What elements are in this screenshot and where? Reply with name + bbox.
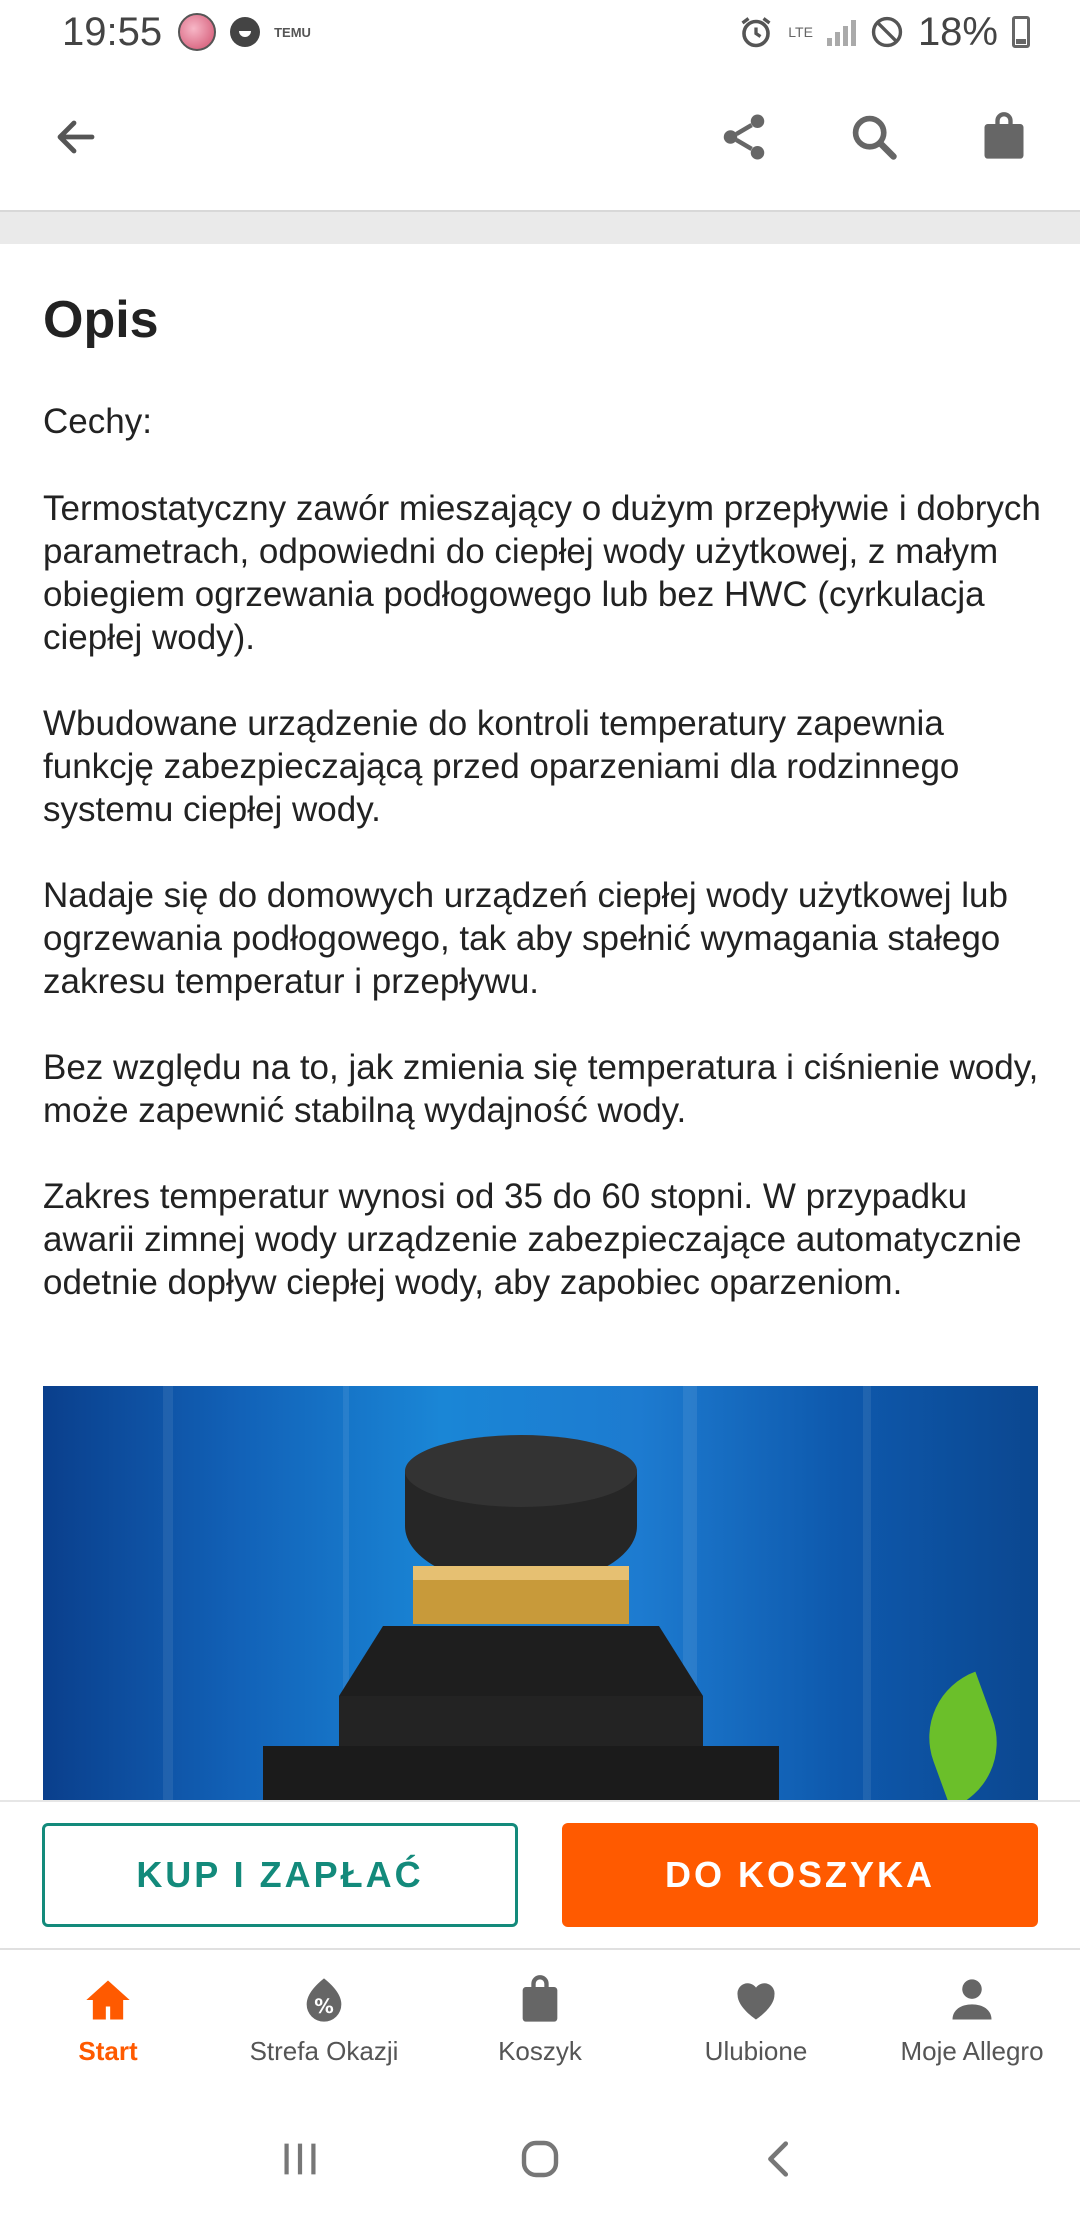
top-app-bar — [0, 64, 1080, 210]
network-type: LTE — [788, 24, 813, 40]
nav-label: Strefa Okazji — [249, 2036, 399, 2066]
battery-percent: 18% — [917, 9, 998, 54]
deals-icon — [298, 1974, 350, 2026]
share-button[interactable] — [708, 101, 780, 173]
nav-item-my-allegro[interactable] — [864, 1950, 1080, 2098]
features-label: Cechy: — [43, 402, 152, 441]
notification-icon — [230, 17, 260, 47]
cart-bag-icon — [514, 1974, 566, 2026]
status-bar — [0, 0, 1080, 64]
nav-label: Ulubione — [704, 2036, 808, 2066]
nav-item-favorites[interactable] — [648, 1950, 864, 2098]
description-paragraph: Bez względu na to, jak zmienia się temperatura i ciśnienie wody, może zapewnić stabilną wydajność wody. — [43, 1048, 1039, 1130]
signal-icon — [827, 18, 856, 46]
home-button-icon[interactable] — [516, 2135, 564, 2183]
heart-icon — [729, 1974, 783, 2026]
recent-apps-icon[interactable] — [277, 2136, 323, 2182]
back-button[interactable] — [40, 101, 112, 173]
dnd-icon — [870, 15, 904, 49]
user-icon — [946, 1974, 998, 2026]
alarm-icon — [738, 14, 774, 50]
battery-icon — [1012, 16, 1030, 48]
share-icon — [717, 110, 771, 164]
description-paragraph: Nadaje się do domowych urządzeń ciepłej wody użytkowej lub ogrzewania podłogowego, tak aby spełnić wymagania stałego zakresu temperatur i przepływu. — [43, 876, 1008, 1001]
bottom-navigation — [0, 1948, 1080, 2098]
svg-text:%: % — [314, 1995, 334, 2018]
nav-item-deals[interactable] — [216, 1950, 432, 2098]
description-paragraph: Termostatyczny zawór mieszający o dużym przepływie i dobrych parametrach, odpowiedni do ciepłej wody użytkowej, z małym obiegiem ogrzewania podłogowego lub bez HWC (cyrkulacja ciepłej wody). — [43, 489, 1041, 657]
system-back-icon[interactable] — [757, 2136, 803, 2182]
buy-now-button[interactable]: KUP I ZAPŁAĆ — [42, 1823, 518, 1927]
description-paragraph: Zakres temperatur wynosi od 35 do 60 stopni. W przypadku awarii zimnej wody urządzenie zabezpieczające automatycznie odetnie dopływ ciepłej wody, aby zapobiec oparzeniom. — [43, 1177, 1022, 1302]
valve-illustration — [43, 1386, 1038, 1800]
search-icon — [848, 111, 900, 163]
cart-button[interactable] — [968, 101, 1040, 173]
bag-icon — [978, 111, 1030, 163]
search-button[interactable] — [838, 101, 910, 173]
description-paragraph: Wbudowane urządzenie do kontroli temperatury zapewnia funkcję zabezpieczającą przed oparzeniami dla rodzinnego systemu ciepłej wody. — [43, 704, 960, 829]
nav-item-cart[interactable] — [432, 1950, 648, 2098]
home-icon — [82, 1974, 134, 2026]
temu-notification-icon — [274, 26, 311, 39]
nav-item-start[interactable] — [0, 1950, 216, 2098]
add-to-cart-button[interactable]: DO KOSZYKA — [562, 1823, 1038, 1927]
status-time: 19:55 — [62, 9, 163, 54]
section-title: Opis — [43, 291, 159, 349]
nav-label: Koszyk — [498, 2036, 582, 2066]
back-arrow-icon — [52, 113, 100, 161]
product-image[interactable] — [43, 1386, 1038, 1800]
temu-label: TEMU — [274, 24, 311, 40]
description-section — [43, 244, 1043, 1304]
purchase-action-bar — [0, 1800, 1080, 1948]
header-divider — [0, 210, 1080, 244]
nav-label: Start — [78, 2036, 138, 2066]
nav-label: Moje Allegro — [900, 2036, 1044, 2066]
system-navigation — [0, 2098, 1080, 2220]
game-notification-icon — [178, 13, 216, 51]
